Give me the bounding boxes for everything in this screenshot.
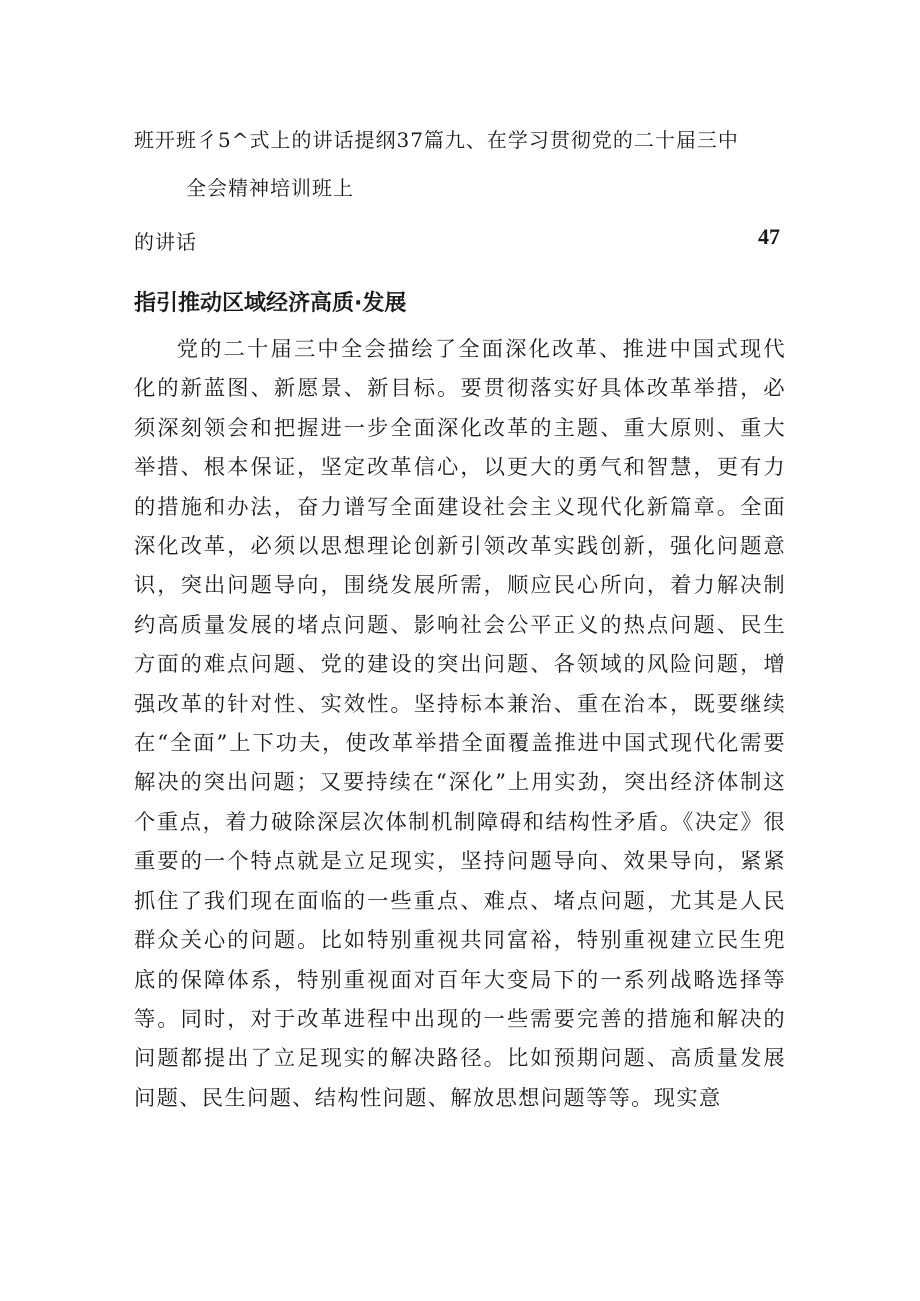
body-paragraph: 党的二十届三中全会描绘了全面深化改革、推进中国式现代化的新蓝图、新愿景、新目标。要贯彻落实好具体改革举措，必须深刻领会和把握进一步全面深化改革的主题、重大原则、重大举措、根本保证，坚定改革信心，以更大的勇气和智慧，更有力的措施和办法，奋力谱写全面建设社会主义现代化新篇章。全面深化改革，必须以思想理论创新引领改革实践创新，强化问题意识，突出问题导向，围绕发展所需，顺应民心所向，着力解决制约高质量发展的堵点问题、影响社会公平正义的热点问题、民生方面的难点问题、党的建设的突出问题、各领域的风险问题，增强改革的针对性、实效性。坚持标本兼治、重在治本，既要继续在“全面”上下功夫，使改革举措全面覆盖推进中国式现代化需要解决的突出问题；又要持续在“深化”上用实劲，突出经济体制这个重点，着力破除深层次体制机制障碍和结构性矛盾。《决定》很重要的一个特点就是立足现实，坚持问题导向、效果导向，紧紧抓住了我们现在面临的一些重点、难点、堵点问题，尤其是人民群众关心的问题。比如特别重视共同富裕，特别重视建立民生兜底的保障体系，特别重视面对百年大变局下的一系列战略选择等等。同时，对于改革进程中出现的一些需要完善的措施和解决的问题都提出了立足现实的解决路径。比如预期问题、高质量发展问题、民生问题、结构性问题、解放思想问题等等。现实意	[134, 337, 786, 1111]
toc-entry-line-2: 全会精神培训班上	[186, 176, 354, 200]
toc-page-number: 47	[758, 224, 780, 249]
toc-entry-line-1: 班开班彳5^式上的讲话提纲37篇九、在学习贯彻党的二十届三中	[134, 128, 739, 152]
section-heading: 指引推动区域经济高质·发展	[134, 291, 407, 316]
toc-entry-line-3: 的讲话	[134, 230, 197, 254]
